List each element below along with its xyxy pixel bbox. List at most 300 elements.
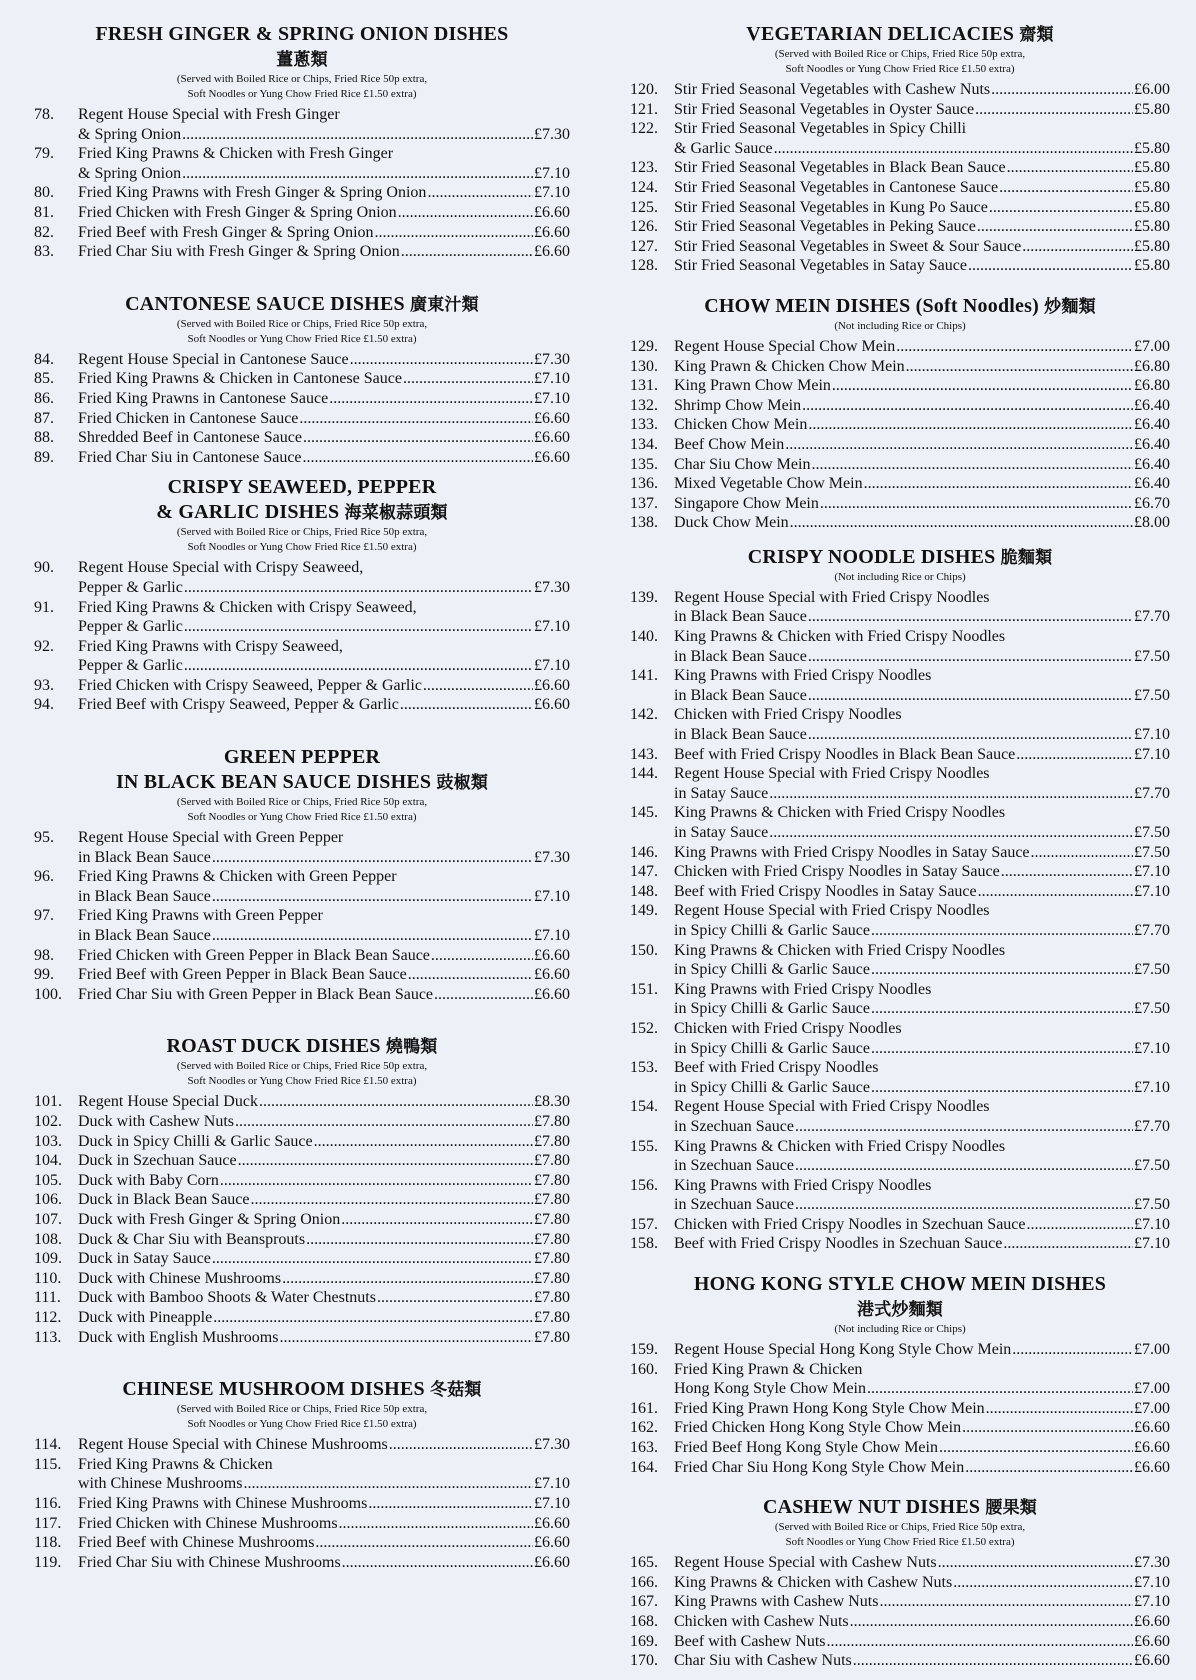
menu-item-price: £7.10 <box>534 1475 570 1493</box>
menu-item-number: 129. <box>630 337 658 355</box>
menu-item-price: £5.80 <box>1134 237 1170 255</box>
section-note: (Served with Boiled Rice or Chips, Fried Rice 50p extra, <box>176 796 428 809</box>
menu-item-line <box>674 1195 1170 1215</box>
menu-item-body <box>78 350 570 370</box>
menu-item-line <box>674 1438 1170 1458</box>
menu-item-name: Chicken with Fried Crispy Noodles in Szechuan Sauce <box>674 1215 1026 1233</box>
dot-leader <box>864 474 1133 494</box>
menu-item-line <box>674 1612 1170 1632</box>
menu-item-line <box>78 1190 570 1210</box>
menu-item-name: in Black Bean Sauce <box>674 726 807 744</box>
menu-item <box>34 598 570 637</box>
section-title-chinese: 燒鴨類 <box>385 1037 438 1057</box>
menu-item-number: 145. <box>630 804 658 822</box>
section-title <box>34 745 570 770</box>
dot-leader <box>403 369 533 389</box>
menu-item-body <box>674 1418 1170 1438</box>
menu-item-body <box>674 337 1170 357</box>
menu-item-line <box>78 1474 570 1494</box>
dot-leader <box>1027 1215 1134 1235</box>
menu-item-name: Stir Fried Seasonal Vegetables in Cantonese Sauce <box>674 178 999 196</box>
menu-item-line <box>78 637 570 657</box>
menu-item-name: Duck with Bamboo Shoots & Water Chestnuts <box>78 1289 376 1307</box>
menu-item-line <box>78 578 570 598</box>
dot-leader <box>795 1156 1133 1176</box>
menu-section <box>34 1034 570 1347</box>
dot-leader <box>978 882 1133 902</box>
menu-item-name: King Prawns & Chicken with Fried Crispy Noodles <box>674 804 1006 822</box>
menu-item-number: 122. <box>630 120 658 138</box>
section-title <box>630 545 1170 570</box>
menu-item-line <box>78 1455 570 1475</box>
menu-item-price: £7.00 <box>1134 337 1170 355</box>
menu-item-price: £7.10 <box>1134 745 1170 763</box>
menu-item-body <box>674 1553 1170 1573</box>
menu-item-name: Fried Beef with Green Pepper in Black Bean Sauce <box>78 966 407 984</box>
menu-item <box>630 941 1170 980</box>
menu-item-name: Beef with Cashew Nuts <box>674 1632 826 1650</box>
menu-item-name: King Prawns & Chicken with Fried Crispy Noodles <box>674 941 1006 959</box>
dot-leader <box>965 1458 1133 1478</box>
dot-leader <box>1016 745 1133 765</box>
menu-item-name: King Prawns with Fried Crispy Noodles in Satay Sauce <box>674 843 1030 861</box>
menu-item-line <box>674 357 1170 377</box>
menu-item-number: 99. <box>34 966 54 984</box>
menu-item <box>34 409 570 429</box>
menu-item-line <box>78 985 570 1005</box>
menu-item-number: 120. <box>630 81 658 98</box>
menu-item-price: £7.80 <box>534 1132 570 1150</box>
menu-item-body <box>674 1340 1170 1360</box>
menu-item-body <box>78 1092 570 1112</box>
menu-item-name: Duck in Satay Sauce <box>78 1250 211 1268</box>
menu-item <box>34 183 570 203</box>
menu-item-number: 125. <box>630 198 658 216</box>
menu-item <box>630 455 1170 475</box>
dot-leader <box>423 676 533 696</box>
menu-item-price: £7.50 <box>1134 1157 1170 1175</box>
menu-section <box>630 545 1170 1254</box>
menu-item-body <box>674 119 1170 158</box>
dot-leader <box>303 448 533 468</box>
menu-item-body <box>674 588 1170 627</box>
menu-item <box>34 448 570 468</box>
menu-item-line <box>674 1573 1170 1593</box>
menu-item-name: Chicken with Fried Crispy Noodles <box>674 1019 902 1037</box>
menu-item <box>630 494 1170 514</box>
menu-item-line <box>674 198 1170 218</box>
menu-item <box>630 435 1170 455</box>
menu-item-price: £6.60 <box>1134 1613 1170 1630</box>
dot-leader <box>377 1288 533 1308</box>
menu-item-body <box>674 217 1170 237</box>
menu-item-number: 87. <box>34 409 54 427</box>
menu-item-name: Chicken with Fried Crispy Noodles <box>674 706 902 724</box>
menu-item <box>34 1328 570 1348</box>
menu-item-number: 88. <box>34 429 54 447</box>
menu-item-name: in Black Bean Sauce <box>674 608 807 626</box>
dot-leader <box>939 1438 1133 1458</box>
dot-leader <box>184 656 533 676</box>
menu-item-body <box>78 203 570 223</box>
menu-item-price: £6.60 <box>534 203 570 221</box>
menu-item-body <box>78 1553 570 1573</box>
menu-item-number: 114. <box>34 1436 62 1454</box>
menu-item-body <box>674 901 1170 940</box>
menu-item-number: 148. <box>630 882 658 900</box>
menu-item-line <box>78 448 570 468</box>
menu-item-body <box>674 843 1170 863</box>
section-title-chinese: 脆麵類 <box>1000 547 1053 567</box>
menu-item <box>34 695 570 715</box>
section-title-text: FRESH GINGER & SPRING ONION DISHES <box>95 23 509 45</box>
menu-item-line <box>674 455 1170 475</box>
menu-item-price: £6.60 <box>1134 1458 1170 1476</box>
menu-item <box>34 1494 570 1514</box>
menu-item-number: 140. <box>630 628 658 646</box>
menu-item-name: Duck & Char Siu with Beansprouts <box>78 1230 306 1248</box>
menu-item <box>34 1533 570 1553</box>
dot-leader <box>896 337 1133 357</box>
menu-item <box>34 1151 570 1171</box>
section-title-text: ROAST DUCK DISHES <box>166 1035 381 1058</box>
menu-item <box>34 1171 570 1191</box>
menu-item-line <box>674 256 1170 276</box>
menu-item <box>34 676 570 696</box>
menu-item <box>630 1651 1170 1671</box>
menu-item-line <box>674 178 1170 198</box>
menu-item-body <box>78 906 570 945</box>
menu-item-line <box>78 676 570 696</box>
dot-leader <box>989 198 1133 218</box>
menu-item-body <box>78 867 570 906</box>
menu-item-body <box>78 558 570 597</box>
menu-item-line <box>674 607 1170 627</box>
menu-item <box>630 980 1170 1019</box>
menu-item-number: 106. <box>34 1191 62 1209</box>
menu-item-body <box>674 513 1170 533</box>
menu-item <box>34 242 570 262</box>
menu-item <box>630 237 1170 257</box>
menu-section <box>34 292 570 468</box>
menu-item <box>34 946 570 966</box>
section-title-text: HONG KONG STYLE CHOW MEIN DISHES <box>693 1273 1107 1296</box>
menu-item-number: 147. <box>630 863 658 881</box>
section-title-chinese: 薑蔥類 <box>276 50 328 69</box>
dot-leader <box>314 1132 533 1152</box>
menu-item-price: £6.80 <box>1134 377 1170 395</box>
menu-item-name: Beef with Fried Crispy Noodles in Black Bean Sauce <box>674 745 1016 763</box>
menu-item <box>34 867 570 906</box>
menu-item-name: Regent House Special with Fried Crispy Noodles <box>674 588 990 606</box>
menu-item-name: Fried King Prawns & Chicken <box>78 1455 273 1473</box>
menu-item-line <box>78 242 570 262</box>
menu-item-name: Regent House Special with Fried Crispy Noodles <box>674 902 990 920</box>
menu-item-name: Singapore Chow Mein <box>674 494 819 512</box>
dot-leader <box>975 100 1133 120</box>
menu-item-price: £5.80 <box>1134 159 1170 177</box>
menu-item-price: £7.10 <box>534 184 570 202</box>
menu-item <box>34 1210 570 1230</box>
dot-leader <box>389 1435 533 1455</box>
menu-item-body <box>674 494 1170 514</box>
section-note: (Served with Boiled Rice or Chips, Fried Rice 50p extra, <box>774 1521 1026 1534</box>
menu-item-price: £7.80 <box>534 1289 570 1307</box>
menu-item-line <box>674 415 1170 435</box>
menu-item-number: 121. <box>630 100 658 118</box>
menu-item-price: £7.10 <box>534 657 570 675</box>
menu-item <box>630 357 1170 377</box>
menu-item-number: 161. <box>630 1399 658 1417</box>
dot-leader <box>212 848 533 868</box>
menu-item-name: Fried King Prawn & Chicken <box>674 1360 863 1378</box>
menu-item-number: 101. <box>34 1093 62 1111</box>
menu-item-number: 117. <box>34 1514 62 1532</box>
menu-item-line <box>78 350 570 370</box>
menu-item-number: 119. <box>34 1553 62 1571</box>
menu-item <box>34 144 570 183</box>
menu-item-list <box>34 558 570 715</box>
menu-item-number: 163. <box>630 1439 658 1457</box>
menu-item-line <box>674 1418 1170 1438</box>
menu-item-line <box>78 828 570 848</box>
menu-item-number: 84. <box>34 350 54 368</box>
menu-item-number: 162. <box>630 1419 658 1437</box>
menu-item-name: Chicken with Cashew Nuts <box>674 1613 849 1630</box>
menu-item-body <box>674 745 1170 765</box>
menu-item-line <box>674 1458 1170 1478</box>
menu-item-number: 91. <box>34 598 54 616</box>
menu-item-line <box>674 627 1170 647</box>
menu-item <box>630 901 1170 940</box>
menu-item-name: in Spicy Chilli & Garlic Sauce <box>674 1078 870 1096</box>
menu-item-body <box>674 1019 1170 1058</box>
menu-item <box>630 1234 1170 1254</box>
menu-item-number: 92. <box>34 637 54 655</box>
menu-item <box>630 1612 1170 1632</box>
dot-leader <box>427 183 533 203</box>
dot-leader <box>986 1399 1133 1419</box>
dot-leader <box>820 494 1133 514</box>
menu-item <box>630 882 1170 902</box>
menu-item-line <box>674 1117 1170 1137</box>
menu-item-body <box>674 1592 1170 1612</box>
menu-item-price: £7.50 <box>1134 686 1170 704</box>
section-title-text: CANTONESE SAUCE DISHES <box>125 292 405 315</box>
menu-item-name: in Black Bean Sauce <box>78 927 211 945</box>
menu-item-line <box>78 125 570 145</box>
section-title <box>630 1495 1170 1520</box>
menu-item-name: Pepper & Garlic <box>78 657 183 675</box>
menu-item-price: £6.40 <box>1134 435 1170 453</box>
dot-leader <box>251 1190 534 1210</box>
dot-leader <box>1031 843 1133 863</box>
section-note: (Served with Boiled Rice or Chips, Fried Rice 50p extra, <box>176 1403 428 1416</box>
menu-item-body <box>674 435 1170 455</box>
menu-item-name: Chicken Chow Mein <box>674 416 808 434</box>
menu-item-number: 159. <box>630 1341 658 1359</box>
menu-item-body <box>78 389 570 409</box>
menu-item-price: £8.30 <box>534 1093 570 1111</box>
menu-item-body <box>78 1249 570 1269</box>
menu-item-number: 168. <box>630 1613 658 1630</box>
menu-item-body <box>674 357 1170 377</box>
menu-item-name: in Szechuan Sauce <box>674 1157 794 1175</box>
menu-item <box>34 223 570 243</box>
menu-item-line <box>674 1137 1170 1157</box>
menu-item-number: 82. <box>34 223 54 241</box>
dot-leader <box>375 223 533 243</box>
menu-item-price: £6.00 <box>1134 81 1170 98</box>
menu-item-line <box>78 1151 570 1171</box>
menu-item-number: 85. <box>34 370 54 388</box>
dot-leader <box>182 125 533 145</box>
menu-item-price: £6.60 <box>534 1534 570 1552</box>
menu-item-line <box>78 656 570 676</box>
menu-item-list <box>34 828 570 1004</box>
dot-leader <box>808 686 1133 706</box>
dot-leader <box>802 396 1133 416</box>
menu-item-name: Fried King Prawns & Chicken with Green Pepper <box>78 868 397 886</box>
menu-item-line <box>78 1533 570 1553</box>
menu-item-name: Stir Fried Seasonal Vegetables with Cashew Nuts <box>674 81 991 98</box>
section-title-text: & GARLIC DISHES <box>156 501 340 524</box>
menu-item <box>630 396 1170 416</box>
menu-item-body <box>674 198 1170 218</box>
menu-item-price: £7.70 <box>1134 784 1170 802</box>
menu-item-number: 141. <box>630 667 658 685</box>
section-title-chinese: 冬菇類 <box>430 1380 482 1400</box>
menu-item-name: in Spicy Chilli & Garlic Sauce <box>674 1039 870 1057</box>
menu-item-body <box>674 1632 1170 1652</box>
menu-item-name: King Prawns & Chicken with Cashew Nuts <box>674 1573 953 1591</box>
dot-leader <box>871 921 1133 941</box>
menu-item-price: £6.40 <box>1134 455 1170 473</box>
menu-item-body <box>78 1494 570 1514</box>
menu-item-price: £6.60 <box>534 448 570 466</box>
menu-item-price: £7.30 <box>534 848 570 866</box>
menu-item-line <box>674 823 1170 843</box>
menu-item-name: Regent House Special with Green Pepper <box>78 829 344 847</box>
menu-item <box>630 513 1170 533</box>
dot-leader <box>213 1308 533 1328</box>
menu-item-name: Duck in Spicy Chilli & Garlic Sauce <box>78 1132 313 1150</box>
menu-section <box>34 22 570 262</box>
menu-item-name: Fried King Prawns in Cantonese Sauce <box>78 389 329 407</box>
dot-leader <box>871 960 1133 980</box>
menu-item-body <box>674 1399 1170 1419</box>
menu-item-body <box>78 1435 570 1455</box>
menu-item-price: £7.80 <box>534 1113 570 1130</box>
menu-item-price: £8.00 <box>1134 514 1170 532</box>
menu-item-number: 146. <box>630 843 658 861</box>
menu-item-body <box>78 637 570 676</box>
menu-item-line <box>78 1132 570 1152</box>
dot-leader <box>434 985 533 1005</box>
menu-item-name: Stir Fried Seasonal Vegetables in Peking Sauce <box>674 218 976 236</box>
menu-item-body <box>78 183 570 203</box>
menu-column-left <box>34 22 570 1572</box>
menu-item-number: 97. <box>34 907 54 925</box>
menu-item <box>34 828 570 867</box>
menu-item-name: Hong Kong Style Chow Mein <box>674 1380 866 1398</box>
menu-item-name: Stir Fried Seasonal Vegetables in Kung Po Sauce <box>674 198 988 216</box>
menu-item <box>34 1435 570 1455</box>
section-note: (Served with Boiled Rice or Chips, Fried Rice 50p extra, <box>176 73 428 85</box>
menu-item-name: Fried Char Siu with Green Pepper in Black Bean Sauce <box>78 985 434 1003</box>
menu-item-name: Regent House Special Hong Kong Style Chow Mein <box>674 1341 1012 1359</box>
menu-item-price: £7.00 <box>1134 1380 1170 1398</box>
menu-item-price: £7.50 <box>1134 1196 1170 1214</box>
dot-leader <box>235 1112 533 1132</box>
section-note: Soft Noodles or Yung Chow Fried Rice £1.50 extra) <box>187 332 417 345</box>
dot-leader <box>871 1039 1133 1059</box>
menu-item-line <box>674 80 1170 100</box>
menu-item-line <box>674 901 1170 921</box>
menu-item-number: 167. <box>630 1593 658 1611</box>
section-note: (Served with Boiled Rice or Chips, Fried Rice 50p extra, <box>774 48 1026 60</box>
menu-item <box>630 803 1170 842</box>
menu-item <box>34 1230 570 1250</box>
menu-item-line <box>674 764 1170 784</box>
dot-leader <box>299 409 533 429</box>
menu-item-name: Pepper & Garlic <box>78 618 183 636</box>
menu-item-price: £6.60 <box>1134 1632 1170 1650</box>
menu-item-name: Regent House Special with Fried Crispy Noodles <box>674 1098 990 1116</box>
menu-item-list <box>34 1435 570 1572</box>
menu-item-list <box>630 337 1170 533</box>
menu-item-line <box>78 598 570 618</box>
dot-leader <box>220 1171 533 1191</box>
menu-item-line <box>78 946 570 966</box>
menu-item-body <box>78 1171 570 1191</box>
menu-item <box>34 203 570 223</box>
menu-item-line <box>78 1171 570 1191</box>
menu-item <box>34 1288 570 1308</box>
menu-item-price: £7.70 <box>1134 608 1170 626</box>
menu-item-number: 127. <box>630 237 658 255</box>
section-title <box>34 292 570 317</box>
menu-item <box>630 1399 1170 1419</box>
dot-leader <box>962 1418 1133 1438</box>
dot-leader <box>315 1533 533 1553</box>
menu-item-body <box>674 1176 1170 1215</box>
menu-item-name: Beef with Fried Crispy Noodles <box>674 1059 879 1077</box>
menu-item-number: 143. <box>630 745 658 763</box>
menu-item-body <box>78 1269 570 1289</box>
dot-leader <box>400 695 533 715</box>
dot-leader <box>879 1592 1133 1612</box>
menu-item-name: Regent House Special Chow Mein <box>674 337 896 355</box>
menu-item-name: Fried Char Siu with Fresh Ginger & Spring Onion <box>78 243 400 261</box>
menu-item-name: Fried Beef Hong Kong Style Chow Mein <box>674 1439 938 1457</box>
menu-item-line <box>674 1379 1170 1399</box>
menu-item-number: 118. <box>34 1534 62 1552</box>
menu-item-number: 89. <box>34 448 54 466</box>
menu-item <box>630 80 1170 100</box>
section-title-chinese-line <box>630 1297 1170 1322</box>
menu-item-line <box>674 1399 1170 1419</box>
menu-item <box>34 1249 570 1269</box>
section-title-chinese: 齋類 <box>1019 25 1054 44</box>
menu-item-name: Char Siu Chow Mein <box>674 455 811 473</box>
menu-item-number: 115. <box>34 1455 62 1473</box>
menu-item-price: £7.10 <box>534 389 570 407</box>
menu-item-body <box>78 1230 570 1250</box>
menu-item-line <box>78 203 570 223</box>
menu-item-line <box>674 1058 1170 1078</box>
dot-leader <box>368 1494 533 1514</box>
